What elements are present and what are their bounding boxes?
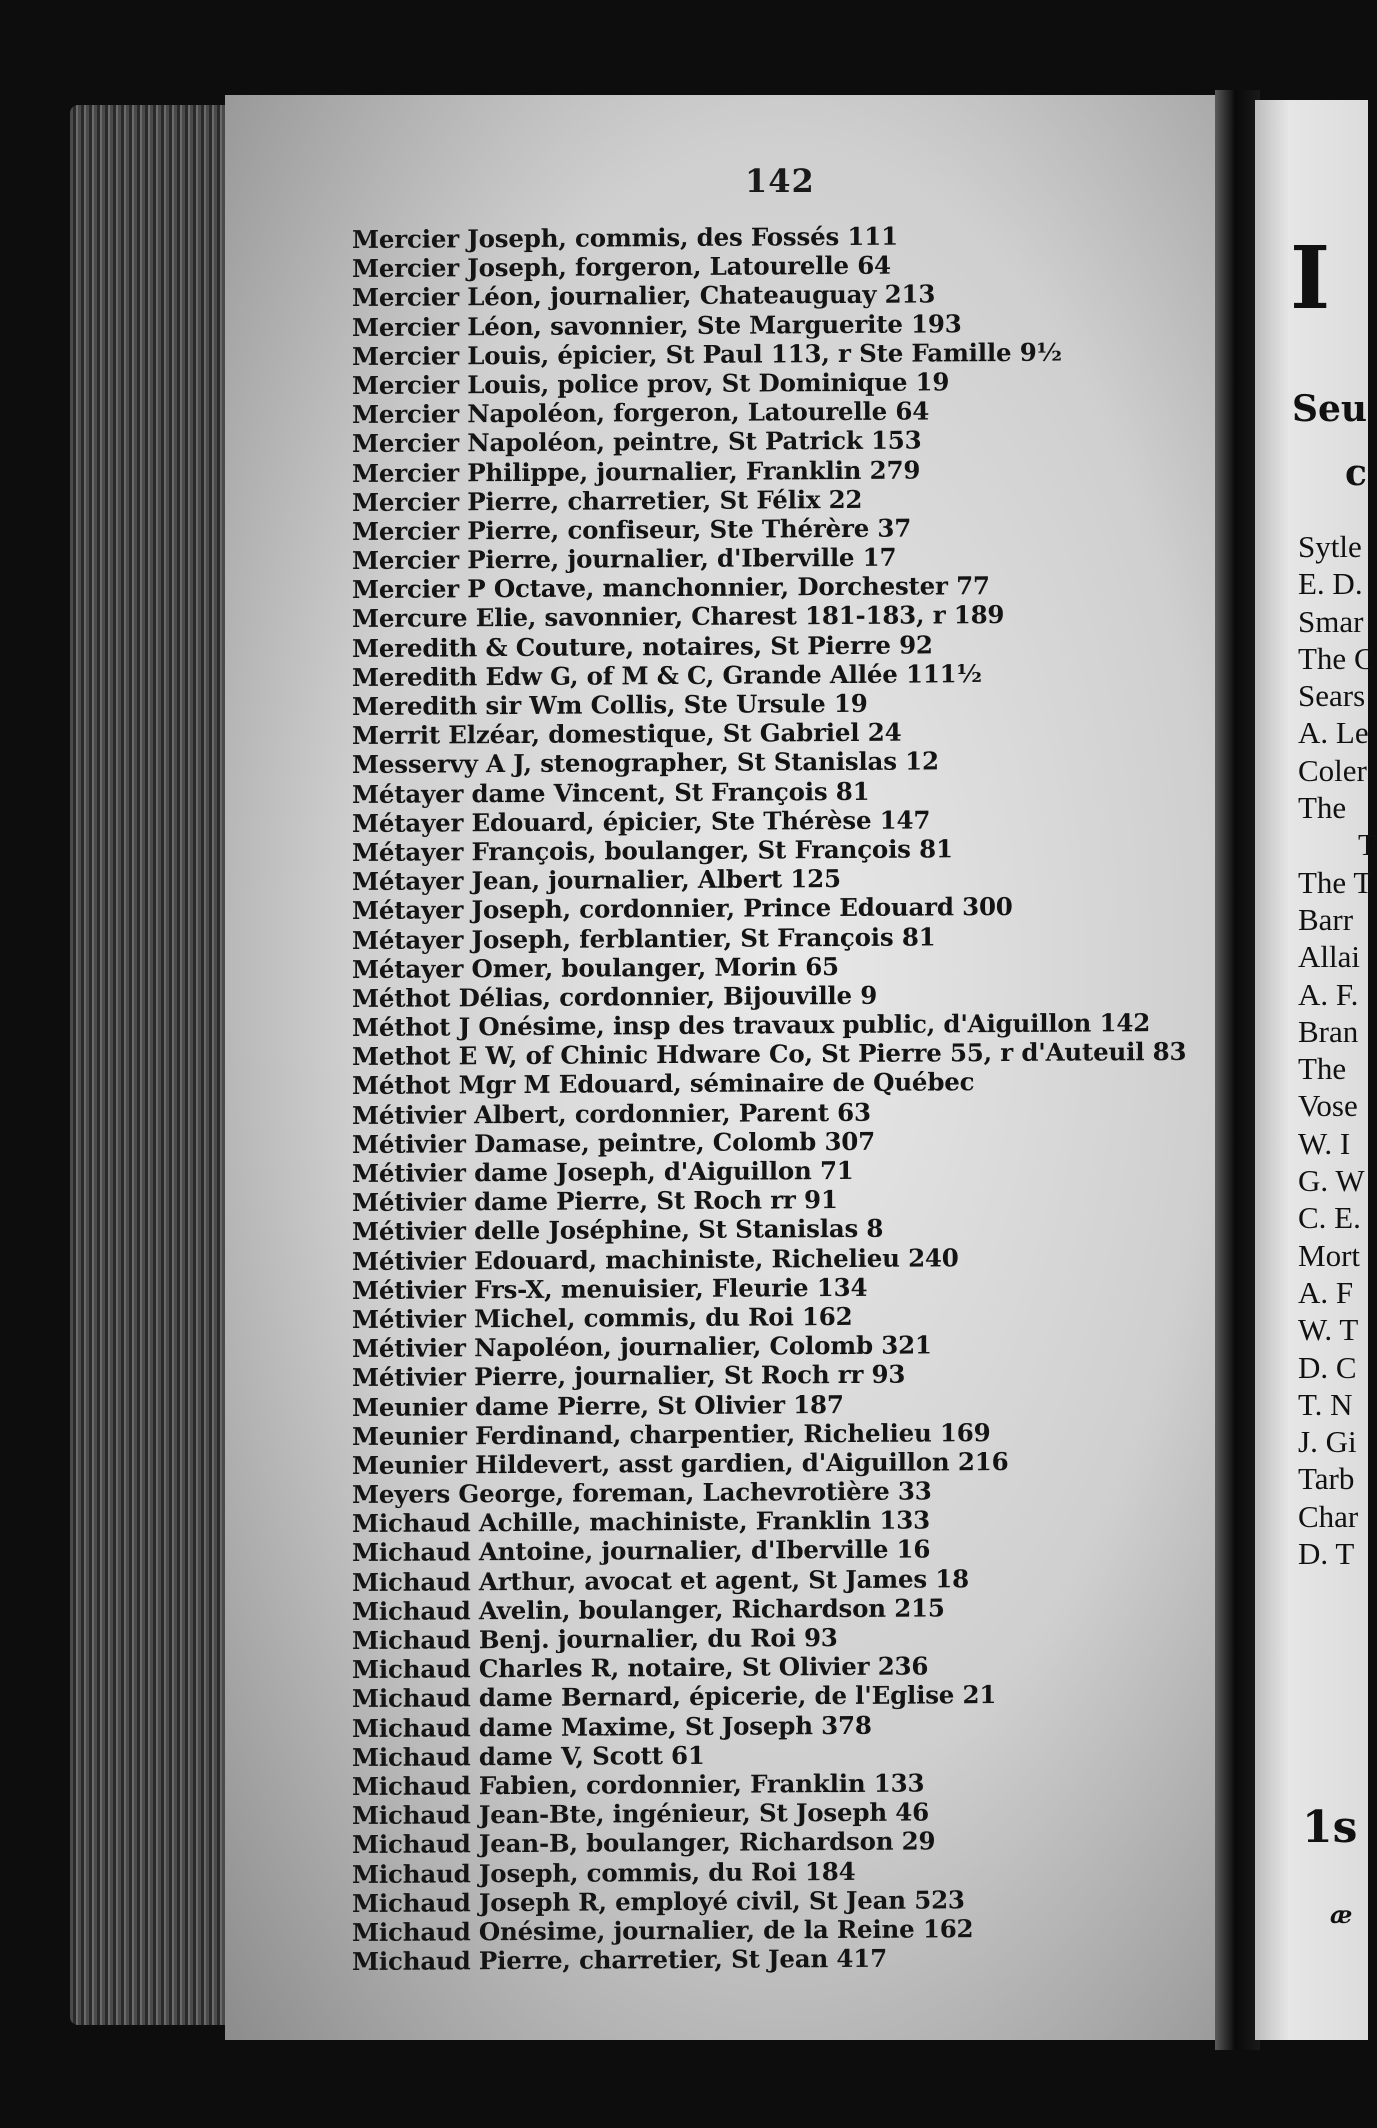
- right-page-list-item: The C: [1298, 640, 1375, 676]
- right-page-list-item: The: [1298, 1051, 1347, 1087]
- directory-entry: Métivier Pierre, journalier, St Roch rr 93: [352, 1359, 906, 1393]
- directory-entry: Michaud Fabien, cordonnier, Franklin 133: [352, 1768, 925, 1801]
- right-page-list-item: C. E.: [1298, 1200, 1361, 1236]
- directory-entry: Mercier P Octave, manchonnier, Dorchester 77: [352, 571, 990, 605]
- directory-entries: [352, 220, 1212, 1977]
- directory-entry: Michaud Pierre, charretier, St Jean 417: [352, 1943, 887, 1977]
- directory-entry: Métayer Joseph, cordonnier, Prince Edouard 300: [352, 892, 1013, 926]
- directory-entry: Michaud Charles R, notaire, St Olivier 236: [352, 1651, 929, 1685]
- directory-entry: Mercier Léon, journalier, Chateauguay 213: [352, 279, 936, 313]
- directory-entry: Métivier Frs-X, menuisier, Fleurie 134: [352, 1272, 868, 1305]
- directory-entry: Métayer François, boulanger, St François 81: [352, 834, 953, 867]
- directory-entry: Michaud Arthur, avocat et agent, St James 18: [352, 1563, 969, 1597]
- directory-entry: Métivier dame Joseph, d'Aiguillon 71: [352, 1155, 854, 1188]
- right-page-subheading-2: c: [1345, 452, 1367, 494]
- right-page-list-item: A. F.: [1298, 976, 1359, 1012]
- right-page-list-item: D. T: [1298, 1536, 1355, 1572]
- directory-entry: Métayer Omer, boulanger, Morin 65: [352, 951, 839, 984]
- right-page-list-item: Sytle: [1298, 529, 1362, 564]
- directory-entry: Michaud Achille, machiniste, Franklin 133: [352, 1505, 930, 1539]
- book-page-edges: [70, 105, 235, 2025]
- right-page-list-item: G. W: [1298, 1163, 1365, 1199]
- directory-entry: Mercier Napoléon, peintre, St Patrick 153: [352, 425, 922, 459]
- page-number: 142: [745, 162, 815, 200]
- directory-entry: Métivier Damase, peintre, Colomb 307: [352, 1126, 875, 1159]
- right-page-heading: I: [1290, 228, 1331, 329]
- right-page-footer-text: æ: [1330, 1900, 1353, 1929]
- directory-entry: Meunier Ferdinand, charpentier, Richelieu 169: [352, 1417, 991, 1451]
- directory-entry: Michaud dame V, Scott 61: [352, 1740, 705, 1772]
- directory-entry: Meunier dame Pierre, St Olivier 187: [352, 1389, 844, 1422]
- directory-entry: Mercier Pierre, charretier, St Félix 22: [352, 484, 863, 517]
- directory-entry: Métivier Albert, cordonnier, Parent 63: [352, 1097, 871, 1130]
- right-page-list-item: Smar: [1298, 603, 1364, 639]
- directory-entry: Mercier Louis, épicier, St Paul 113, r Ste Famille 9½: [352, 337, 1062, 371]
- right-page-list-item: A. F: [1298, 1274, 1354, 1310]
- directory-entry: Mercure Elie, savonnier, Charest 181-183, r 189: [352, 600, 1005, 634]
- directory-entry: Mercier Philippe, journalier, Franklin 279: [352, 455, 921, 488]
- directory-entry: Métivier Edouard, machiniste, Richelieu 240: [352, 1242, 959, 1276]
- right-page-list-item: E. D.: [1298, 566, 1363, 602]
- directory-entry: Methot E W, of Chinic Hdware Co, St Pierre 55, r d'Auteuil 83: [352, 1037, 1187, 1072]
- directory-entry: Mercier Léon, savonnier, Ste Marguerite 193: [352, 308, 962, 342]
- directory-entry: Michaud Avelin, boulanger, Richardson 215: [352, 1593, 945, 1626]
- directory-entry: Mercier Napoléon, forgeron, Latourelle 64: [352, 396, 930, 430]
- right-page-list-item: D. C: [1298, 1349, 1357, 1385]
- directory-entry: Michaud Jean-B, boulanger, Richardson 29: [352, 1826, 936, 1860]
- right-page-list-item: A. Le: [1298, 715, 1369, 751]
- directory-entry: Métayer Edouard, épicier, Ste Thérèse 147: [352, 805, 931, 838]
- directory-entry: Métivier Napoléon, journalier, Colomb 321: [352, 1330, 932, 1364]
- directory-entry: Michaud Joseph R, employé civil, St Jean 523: [352, 1884, 965, 1918]
- directory-entry: Michaud dame Maxime, St Joseph 378: [352, 1710, 872, 1743]
- directory-entry: Meunier Hildevert, asst gardien, d'Aiguillon 216: [352, 1446, 1009, 1480]
- directory-entry: Michaud Antoine, journalier, d'Iberville 16: [352, 1534, 931, 1568]
- directory-entry: Méthot Délias, cordonnier, Bijouville 9: [352, 980, 878, 1013]
- directory-entry: Meredith & Couture, notaires, St Pierre 92: [352, 630, 933, 663]
- right-page-list-item: W. I: [1298, 1125, 1351, 1161]
- directory-entry: Mercier Joseph, commis, des Fossés 111: [352, 221, 898, 254]
- right-page-list-item: The T: [1298, 864, 1373, 900]
- right-page-list-item: Barr: [1298, 901, 1354, 937]
- directory-entry: Mercier Pierre, confiseur, Ste Thérère 37: [352, 513, 912, 546]
- directory-entry: Merrit Elzéar, domestique, St Gabriel 24: [352, 717, 902, 751]
- directory-entry: Métayer Jean, journalier, Albert 125: [352, 864, 841, 897]
- directory-entry: Meredith Edw G, of M & C, Grande Allée 111½: [352, 658, 982, 692]
- right-page-list-item: T: [1358, 827, 1377, 863]
- right-page-list-item: Vose: [1298, 1088, 1358, 1124]
- directory-entry: Michaud Joseph, commis, du Roi 184: [352, 1856, 856, 1889]
- right-page-list-item: W. T: [1298, 1312, 1359, 1348]
- right-page-list-item: J. Gi: [1298, 1424, 1357, 1460]
- right-page-bottom-text: 1s: [1302, 1802, 1358, 1853]
- right-page-list-item: Sears: [1298, 678, 1366, 714]
- directory-entry: Michaud Onésime, journalier, de la Reine 162: [352, 1914, 974, 1947]
- right-page-list-item: T. N: [1298, 1386, 1353, 1422]
- right-page-list-item: Allai: [1298, 939, 1360, 975]
- directory-entry: Méthot J Onésime, insp des travaux public, d'Aiguillon 142: [352, 1008, 1151, 1043]
- directory-entry: Métayer dame Vincent, St François 81: [352, 776, 870, 809]
- directory-entry: Michaud Benj. journalier, du Roi 93: [352, 1623, 838, 1655]
- right-page-list-item: Mort: [1298, 1237, 1360, 1273]
- directory-entry: Métivier dame Pierre, St Roch rr 91: [352, 1185, 838, 1218]
- right-page-list-item: Bran: [1298, 1013, 1359, 1049]
- directory-entry: Messervy A J, stenographer, St Stanislas 12: [352, 746, 939, 780]
- directory-entry: Métayer Joseph, ferblantier, St François 81: [352, 921, 936, 955]
- book-gutter: [1215, 90, 1260, 2050]
- right-page-list-item: The: [1298, 790, 1347, 826]
- directory-entry: Mercier Louis, police prov, St Dominique 19: [352, 367, 950, 400]
- directory-entry: Michaud Jean-Bte, ingénieur, St Joseph 46: [352, 1797, 929, 1831]
- directory-entry: Meredith sir Wm Collis, Ste Ursule 19: [352, 688, 868, 721]
- directory-entry: Mercier Joseph, forgeron, Latourelle 64: [352, 250, 891, 284]
- directory-entry: Michaud dame Bernard, épicerie, de l'Eglise 21: [352, 1680, 997, 1714]
- directory-entry: Métivier delle Joséphine, St Stanislas 8: [352, 1214, 884, 1247]
- right-page-list: [1298, 528, 1377, 1572]
- right-page-list-item: Char: [1298, 1498, 1359, 1534]
- right-page-list-item: Coler: [1298, 752, 1367, 788]
- directory-entry: Meyers George, foreman, Lachevrotière 33: [352, 1476, 932, 1510]
- directory-entry: Méthot Mgr M Edouard, séminaire de Québec: [352, 1067, 975, 1101]
- right-page-subheading: Seu: [1292, 388, 1368, 430]
- directory-entry: Métivier Michel, commis, du Roi 162: [352, 1301, 853, 1334]
- right-page-list-item: Tarb: [1298, 1461, 1355, 1497]
- directory-entry: Mercier Pierre, journalier, d'Iberville 17: [352, 542, 897, 576]
